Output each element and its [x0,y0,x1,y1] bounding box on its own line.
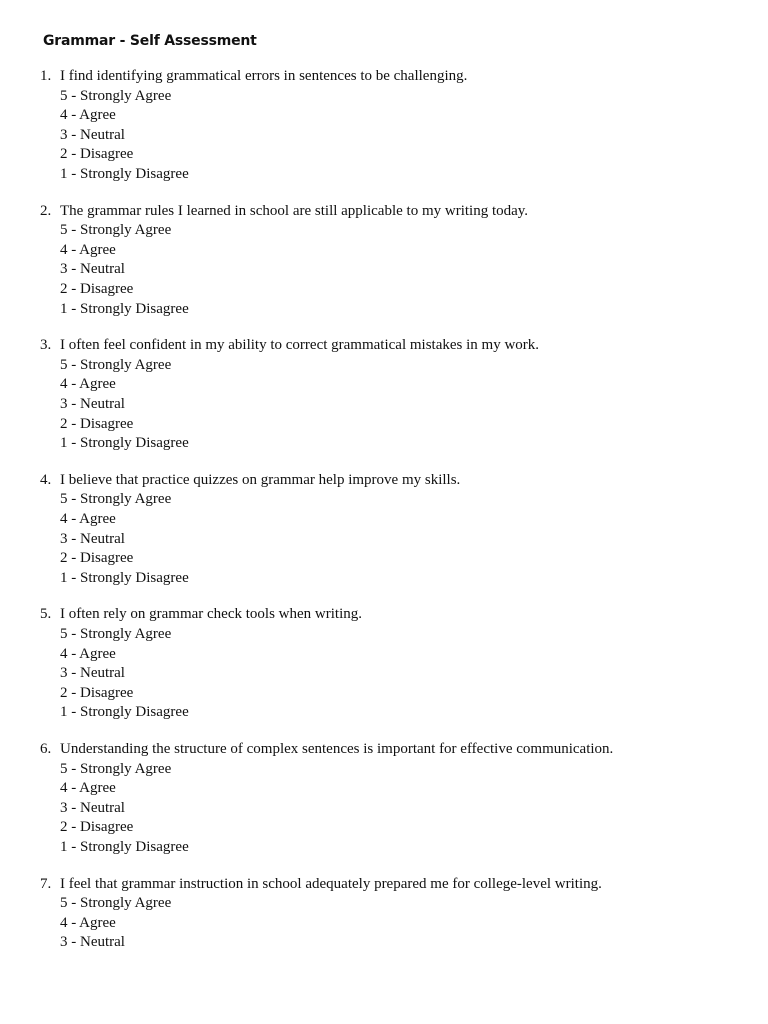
option-neutral: 3 - Neutral [60,799,125,816]
option-neutral: 3 - Neutral [60,665,125,682]
option-disagree: 2 - Disagree [60,684,134,701]
question-item [0,875,768,1010]
option-neutral: 3 - Neutral [60,126,125,143]
question-number: 5. [40,606,52,623]
question-list [0,67,768,1009]
document-title: Grammar - Self Assessment [43,33,257,49]
option-strongly-disagree: 1 - Strongly Disagree [60,300,189,317]
question-item [0,740,768,875]
option-disagree: 2 - Disagree [60,415,134,432]
question-text: I believe that practice quizzes on grammar help improve my skills. [60,471,461,488]
option-strongly-agree: 5 - Strongly Agree [60,625,172,642]
option-strongly-disagree: 1 - Strongly Disagree [60,165,189,182]
answer-options [60,87,189,185]
option-strongly-disagree: 1 - Strongly Disagree [60,838,189,855]
option-agree: 4 - Agree [60,780,116,797]
question-number: 3. [40,337,52,354]
option-strongly-disagree: 1 - Strongly Disagree [60,704,189,721]
question-item [0,202,768,337]
question-text: I often rely on grammar check tools when writing. [60,606,362,623]
option-neutral: 3 - Neutral [60,934,125,951]
option-neutral: 3 - Neutral [60,395,125,412]
option-strongly-agree: 5 - Strongly Agree [60,760,172,777]
option-strongly-agree: 5 - Strongly Agree [60,895,172,912]
option-strongly-agree: 5 - Strongly Agree [60,491,172,508]
option-neutral: 3 - Neutral [60,261,125,278]
question-text: The grammar rules I learned in school are still applicable to my writing today. [60,202,529,219]
option-disagree: 2 - Disagree [60,550,134,567]
answer-options [60,490,189,588]
option-strongly-disagree: 1 - Strongly Disagree [60,569,189,586]
question-text: I feel that grammar instruction in school adequately prepared me for college-level writing. [60,875,602,892]
question-number: 6. [40,740,52,757]
option-disagree: 2 - Disagree [60,146,134,163]
answer-options [60,221,189,319]
option-agree: 4 - Agree [60,107,116,124]
question-item [0,336,768,471]
question-number: 4. [40,471,52,488]
question-number: 2. [40,202,52,219]
option-agree: 4 - Agree [60,510,116,527]
question-item [0,605,768,740]
option-agree: 4 - Agree [60,241,116,258]
question-text: I find identifying grammatical errors in sentences to be challenging. [60,68,468,84]
option-agree: 4 - Agree [60,914,116,931]
option-strongly-agree: 5 - Strongly Agree [60,356,172,373]
option-disagree: 2 - Disagree [60,819,134,836]
option-disagree: 2 - Disagree [60,280,134,297]
option-agree: 4 - Agree [60,645,116,662]
question-item [0,471,768,606]
question-number: 7. [40,875,52,892]
question-number: 1. [40,68,52,84]
question-item [0,67,768,202]
option-agree: 4 - Agree [60,376,116,393]
answer-options [60,760,189,858]
option-strongly-disagree: 1 - Strongly Disagree [60,435,189,452]
option-strongly-agree: 5 - Strongly Agree [60,87,172,104]
answer-options [60,894,171,953]
answer-options [60,356,189,454]
option-strongly-agree: 5 - Strongly Agree [60,222,172,239]
question-text: I often feel confident in my ability to correct grammatical mistakes in my work. [60,337,540,354]
option-neutral: 3 - Neutral [60,530,125,547]
question-text: Understanding the structure of complex sentences is important for effective communication. [60,740,614,757]
answer-options [60,625,189,723]
